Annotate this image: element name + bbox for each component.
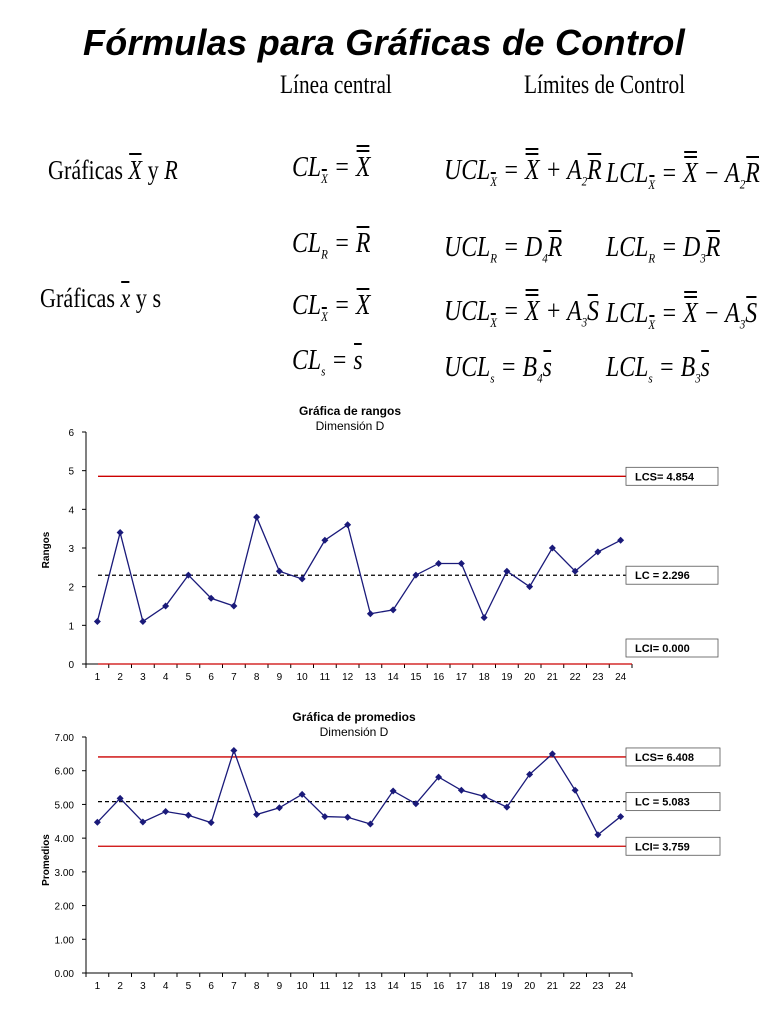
data-point xyxy=(94,618,101,625)
cl-label: LC = 5.083 xyxy=(635,796,690,809)
ucl-label: LCS= 6.408 xyxy=(635,751,695,764)
data-point xyxy=(208,819,215,826)
y-tick-label: 2.00 xyxy=(54,901,74,913)
formula-cl-xbar-r: $CL_X = X$ xyxy=(292,152,371,186)
y-tick-label: 3.00 xyxy=(54,867,74,879)
cl-label: LC = 2.296 xyxy=(635,570,690,583)
x-tick-label: 3 xyxy=(140,981,146,992)
chart-subtitle: Dimensión D xyxy=(319,725,389,739)
x-tick-label: 19 xyxy=(501,981,513,992)
y-tick-label: 6 xyxy=(68,428,74,439)
data-point xyxy=(276,804,283,811)
x-tick-label: 11 xyxy=(319,672,331,683)
data-point xyxy=(299,575,306,582)
xbar-symbol: X xyxy=(128,155,143,185)
x-tick-label: 13 xyxy=(364,672,376,683)
x-tick-label: 6 xyxy=(208,672,214,683)
x-tick-label: 14 xyxy=(387,981,399,992)
x-tick-label: 24 xyxy=(615,672,627,683)
x-tick-label: 3 xyxy=(140,672,146,683)
y-tick-label: 1 xyxy=(68,621,74,633)
series-line xyxy=(97,517,620,621)
x-tick-label: 20 xyxy=(524,981,536,992)
cl-label: CL xyxy=(292,345,322,376)
x-tick-label: 1 xyxy=(94,672,101,683)
xbar-symbol: x xyxy=(120,283,131,313)
data-point xyxy=(481,614,488,621)
y-axis-label: Promedios xyxy=(41,834,52,886)
range-chart xyxy=(0,400,768,690)
y-tick-label: 1.00 xyxy=(54,935,74,947)
y-tick-label: 5.00 xyxy=(54,800,74,812)
y-tick-label: 2 xyxy=(68,582,74,594)
lcl-label: LCL xyxy=(606,298,649,329)
x-tick-label: 17 xyxy=(455,981,467,992)
row-label-xbar-s xyxy=(40,283,161,314)
y-tick-label: 6.00 xyxy=(54,766,74,778)
y-tick-label: 0 xyxy=(68,660,74,671)
x-tick-label: 9 xyxy=(276,672,283,683)
x-tick-label: 5 xyxy=(185,981,192,992)
x-tick-label: 10 xyxy=(296,981,308,992)
x-tick-label: 24 xyxy=(615,981,627,992)
x-tick-label: 12 xyxy=(342,672,354,683)
row-label-xbar-r-y: y xyxy=(147,155,159,185)
data-point xyxy=(230,603,237,610)
formula-lcl-s: $LCL_s = B_3s$ xyxy=(606,352,710,386)
x-tick-label: 23 xyxy=(592,672,604,683)
lcl-label: LCL xyxy=(606,352,649,383)
x-tick-label: 16 xyxy=(433,981,445,992)
x-tick-label: 22 xyxy=(569,981,581,992)
formula-cl-s: $CL_s = s$ xyxy=(292,345,363,379)
r-symbol: R xyxy=(164,155,178,185)
lcl-label: LCI= 3.759 xyxy=(635,841,690,854)
data-point xyxy=(617,537,624,544)
row-label-xbar-r-text: Gráficas xyxy=(48,155,123,185)
x-tick-label: 7 xyxy=(231,672,237,683)
formula-cl-xbar-s: $CL_X = X$ xyxy=(292,290,371,324)
x-tick-label: 8 xyxy=(253,981,260,992)
data-point xyxy=(162,808,169,815)
control-limits-header: Límites de Control xyxy=(524,70,686,99)
x-tick-label: 21 xyxy=(546,981,558,992)
data-point xyxy=(458,787,465,794)
formula-lcl-xbar-r: $LCL_X = X - A_2R$ xyxy=(606,158,760,192)
x-tick-label: 19 xyxy=(501,672,513,683)
row-label-xbar-r xyxy=(48,155,178,186)
x-tick-label: 15 xyxy=(410,672,422,683)
formula-cl-r: $CL_R = R$ xyxy=(292,228,371,262)
chart-title: Gráfica de promedios xyxy=(292,710,416,724)
data-point xyxy=(185,812,192,819)
x-tick-label: 1 xyxy=(94,981,101,992)
y-tick-label: 4 xyxy=(68,505,74,517)
data-point xyxy=(253,514,260,521)
data-point xyxy=(230,747,237,754)
y-tick-label: 5 xyxy=(68,466,74,478)
data-point xyxy=(572,787,579,794)
y-axis-label: Rangos xyxy=(41,531,52,569)
row-label-xbar-s-text: Gráficas xyxy=(40,283,115,313)
x-tick-label: 4 xyxy=(162,672,169,683)
data-point xyxy=(412,572,419,579)
ucl-label: UCL xyxy=(444,352,491,383)
x-tick-label: 17 xyxy=(455,672,467,683)
ucl-label: LCS= 4.854 xyxy=(635,471,695,484)
formula-lcl-r: $LCL_R = D_3R$ xyxy=(606,232,721,266)
lcl-label: LCL xyxy=(606,158,649,189)
data-point xyxy=(367,610,374,617)
x-tick-label: 7 xyxy=(231,981,237,992)
x-tick-label: 14 xyxy=(387,672,399,683)
lcl-label: LCL xyxy=(606,232,649,263)
x-tick-label: 15 xyxy=(410,981,422,992)
x-tick-label: 2 xyxy=(117,672,123,683)
y-tick-label: 7.00 xyxy=(54,733,74,744)
x-tick-label: 13 xyxy=(364,981,376,992)
formula-ucl-xbar-r: $UCL_X = X + A_2R$ xyxy=(444,155,602,189)
x-tick-label: 21 xyxy=(546,672,558,683)
x-tick-label: 4 xyxy=(162,981,169,992)
x-tick-label: 5 xyxy=(185,672,192,683)
x-tick-label: 18 xyxy=(478,672,490,683)
average-chart xyxy=(0,705,768,1005)
y-tick-label: 4.00 xyxy=(54,834,74,846)
cl-label: CL xyxy=(292,152,322,183)
ucl-label: UCL xyxy=(444,232,491,263)
cl-label: CL xyxy=(292,228,322,259)
data-point xyxy=(481,793,488,800)
page-title: Fórmulas para Gráficas de Control xyxy=(82,22,686,63)
x-tick-label: 22 xyxy=(569,672,581,683)
x-tick-label: 6 xyxy=(208,981,214,992)
series-line xyxy=(97,750,620,834)
data-point xyxy=(390,606,397,613)
data-point xyxy=(344,814,351,821)
row-label-xbar-s-tail: y s xyxy=(135,283,162,313)
chart-title: Gráfica de rangos xyxy=(298,404,402,418)
data-point xyxy=(276,568,283,575)
x-tick-label: 16 xyxy=(433,672,445,683)
ucl-label: UCL xyxy=(444,155,491,186)
data-point xyxy=(435,560,442,567)
data-point xyxy=(458,560,465,567)
x-tick-label: 9 xyxy=(276,981,283,992)
cl-label: CL xyxy=(292,290,322,321)
x-tick-label: 10 xyxy=(296,672,308,683)
data-point xyxy=(117,529,124,536)
y-tick-label: 0.00 xyxy=(54,969,74,980)
x-tick-label: 11 xyxy=(319,981,331,992)
x-tick-label: 2 xyxy=(117,981,123,992)
data-point xyxy=(253,811,260,818)
chart-subtitle: Dimensión D xyxy=(315,419,385,433)
lcl-label: LCI= 0.000 xyxy=(635,643,690,655)
formula-ucl-r: $UCL_R = D_4R$ xyxy=(444,232,563,266)
formula-lcl-xbar-s: $LCL_X = X - A_3S$ xyxy=(606,298,758,332)
x-tick-label: 8 xyxy=(253,672,260,683)
x-tick-label: 12 xyxy=(342,981,354,992)
ucl-label: UCL xyxy=(444,296,491,327)
x-tick-label: 18 xyxy=(478,981,490,992)
x-tick-label: 20 xyxy=(524,672,536,683)
x-tick-label: 23 xyxy=(592,981,604,992)
formula-ucl-s: $UCL_s = B_4s$ xyxy=(444,352,552,386)
center-line-header: Línea central xyxy=(280,70,392,99)
y-tick-label: 3 xyxy=(68,544,74,555)
formula-ucl-xbar-s: $UCL_X = X + A_3S$ xyxy=(444,296,600,330)
